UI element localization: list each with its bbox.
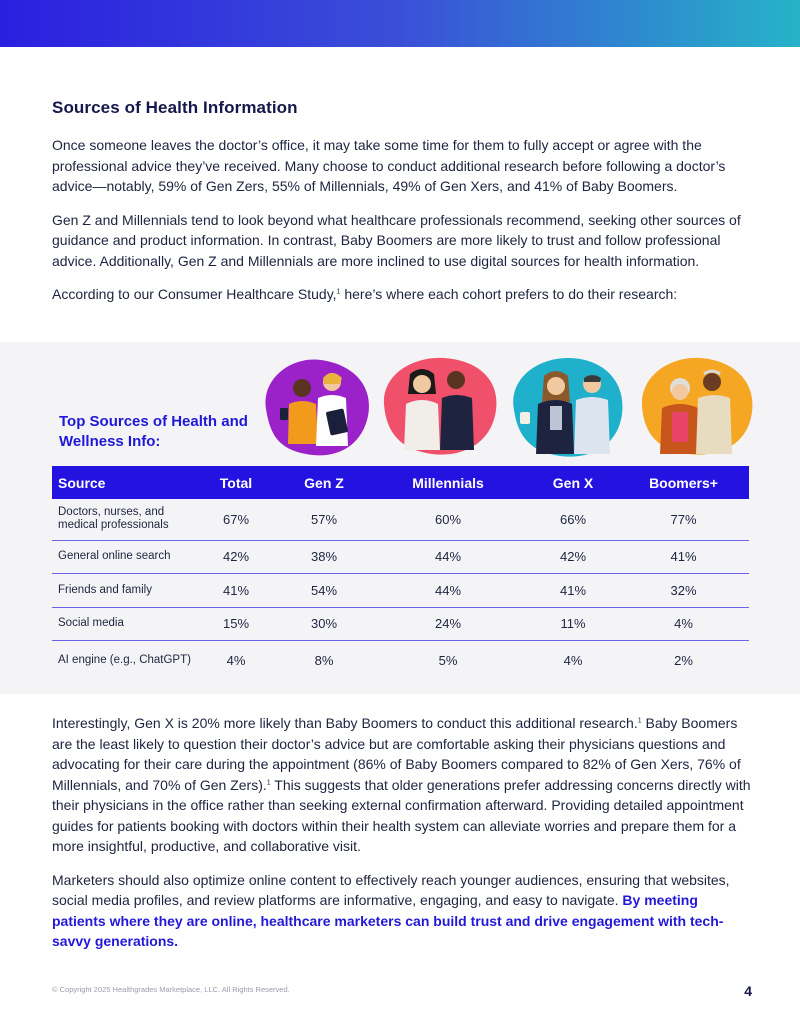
- cell-boomers: 4%: [618, 607, 749, 641]
- table-heading: Top Sources of Health and Wellness Info:: [59, 413, 248, 450]
- analysis-paragraph-2: Marketers should also optimize online content to effectively reach younger audiences, ensuring that websites, social media profiles, and review platforms are informative, engaging, and easy to navigate. By meeting patients where they are online, healthcare marketers can build trust and drive engagement with tech-savvy generations.: [52, 871, 730, 949]
- header-gen-z: Gen Z: [304, 474, 344, 491]
- cell-millennials: 5%: [438, 653, 458, 669]
- header-millennials: Millennials: [412, 474, 484, 491]
- header-boomers: Boomers+: [649, 474, 718, 491]
- sources-table: [52, 466, 749, 681]
- cell-gen-z: 30%: [280, 607, 368, 641]
- copyright-footer: © Copyright 2025 Healthgrades Marketplace, LLC. All Rights Reserved.: [52, 985, 290, 994]
- header-source: Source: [58, 474, 106, 491]
- cell-boomers: 2%: [674, 653, 693, 669]
- cell-total: 15%: [192, 607, 280, 641]
- boomers-illustration: [636, 354, 758, 458]
- cell-boomers: 77%: [618, 499, 749, 540]
- table-header-row: [52, 466, 749, 499]
- analysis-section: [52, 713, 752, 965]
- table-row: [52, 540, 749, 574]
- gen-z-illustration: [256, 354, 374, 462]
- cell-gen-x: 4%: [563, 653, 583, 669]
- table-row: [52, 607, 749, 641]
- header-gradient-bar: [0, 0, 800, 47]
- gen-x-illustration: [506, 354, 628, 462]
- cell-gen-z: 57%: [280, 499, 368, 540]
- table-row: [52, 641, 749, 681]
- table-row: [52, 574, 749, 608]
- row-source: Social media: [52, 607, 192, 641]
- cell-total: 67%: [192, 499, 280, 540]
- footnote-ref: 1: [266, 778, 271, 786]
- cell-gen-x: 66%: [528, 499, 618, 540]
- intro-paragraph-2: Gen Z and Millennials tend to look beyond what healthcare professionals recommend, seeking other sources of guidance and product information. In contrast, Baby Boomers are more likely to trust and follow professional advice. Additionally, Gen Z and Millennials are more inclined to use digital sources for health information.: [52, 211, 741, 269]
- cell-total: 42%: [192, 540, 280, 574]
- row-source: General online search: [52, 540, 192, 574]
- cell-millennials: 44%: [368, 574, 528, 608]
- intro-section: [52, 98, 752, 318]
- key-takeaway: By meeting patients where they are online, healthcare marketers can build trust and drive engagement with tech-savvy generations.: [52, 892, 724, 949]
- cell-boomers: 32%: [618, 574, 749, 608]
- row-source: AI engine (e.g., ChatGPT): [58, 654, 191, 667]
- row-source: Doctors, nurses, and medical professionals: [52, 499, 192, 540]
- row-source: Friends and family: [52, 574, 192, 608]
- cell-boomers: 41%: [618, 540, 749, 574]
- footnote-ref: 1: [637, 717, 642, 725]
- footnote-ref: 1: [336, 288, 341, 296]
- sources-table-section: [0, 342, 800, 694]
- cell-total: 41%: [192, 574, 280, 608]
- cell-millennials: 44%: [368, 540, 528, 574]
- millennials-illustration: [378, 354, 502, 458]
- intro-paragraph-3: According to our Consumer Healthcare Study,$^1$ here’s where each cohort prefers to do their research:: [52, 286, 678, 302]
- table-row: [52, 499, 749, 540]
- cell-gen-x: 11%: [528, 607, 618, 641]
- intro-paragraph-1: Once someone leaves the doctor’s office, it may take some time for them to fully accept or agree with the professional advice they’ve received. Many choose to conduct additional research before following a doctor’s advice—notably, 59% of Gen Zers, 55% of Millennials, 49% of Gen Xers, and 41% of Baby Boomers.: [52, 137, 726, 194]
- cell-gen-x: 41%: [528, 574, 618, 608]
- cell-gen-z: 8%: [314, 653, 334, 669]
- header-total: Total: [219, 474, 253, 491]
- cell-gen-z: 54%: [280, 574, 368, 608]
- page-title: Sources of Health Information: [52, 98, 298, 117]
- analysis-paragraph-1: Interestingly, Gen X is 20% more likely than Baby Boomers to conduct this additional research.$^1$ Baby Boomers are the least likely to question their doctor’s advice but are comfortable asking their physicians questions and advocating for their care during the appointment (86% of Baby Boomers compared to 82% of Gen Xers, 76% of Millennials, and 70% of Gen Zers).$^1$ This suggests that older generations prefer addressing concerns directly with their physicians in the office rather than seeking external confirmation afterward. Providing detailed appointment guides for patients booking with doctors within their health system can alleviate worries and prepare them for a more insightful, productive, and collaborative visit.: [52, 715, 751, 854]
- header-gen-x: Gen X: [552, 474, 594, 491]
- cell-millennials: 24%: [368, 607, 528, 641]
- cell-gen-x: 42%: [528, 540, 618, 574]
- page-number: 4: [744, 983, 752, 999]
- cell-gen-z: 38%: [280, 540, 368, 574]
- cell-total: 4%: [226, 653, 246, 669]
- cell-millennials: 60%: [368, 499, 528, 540]
